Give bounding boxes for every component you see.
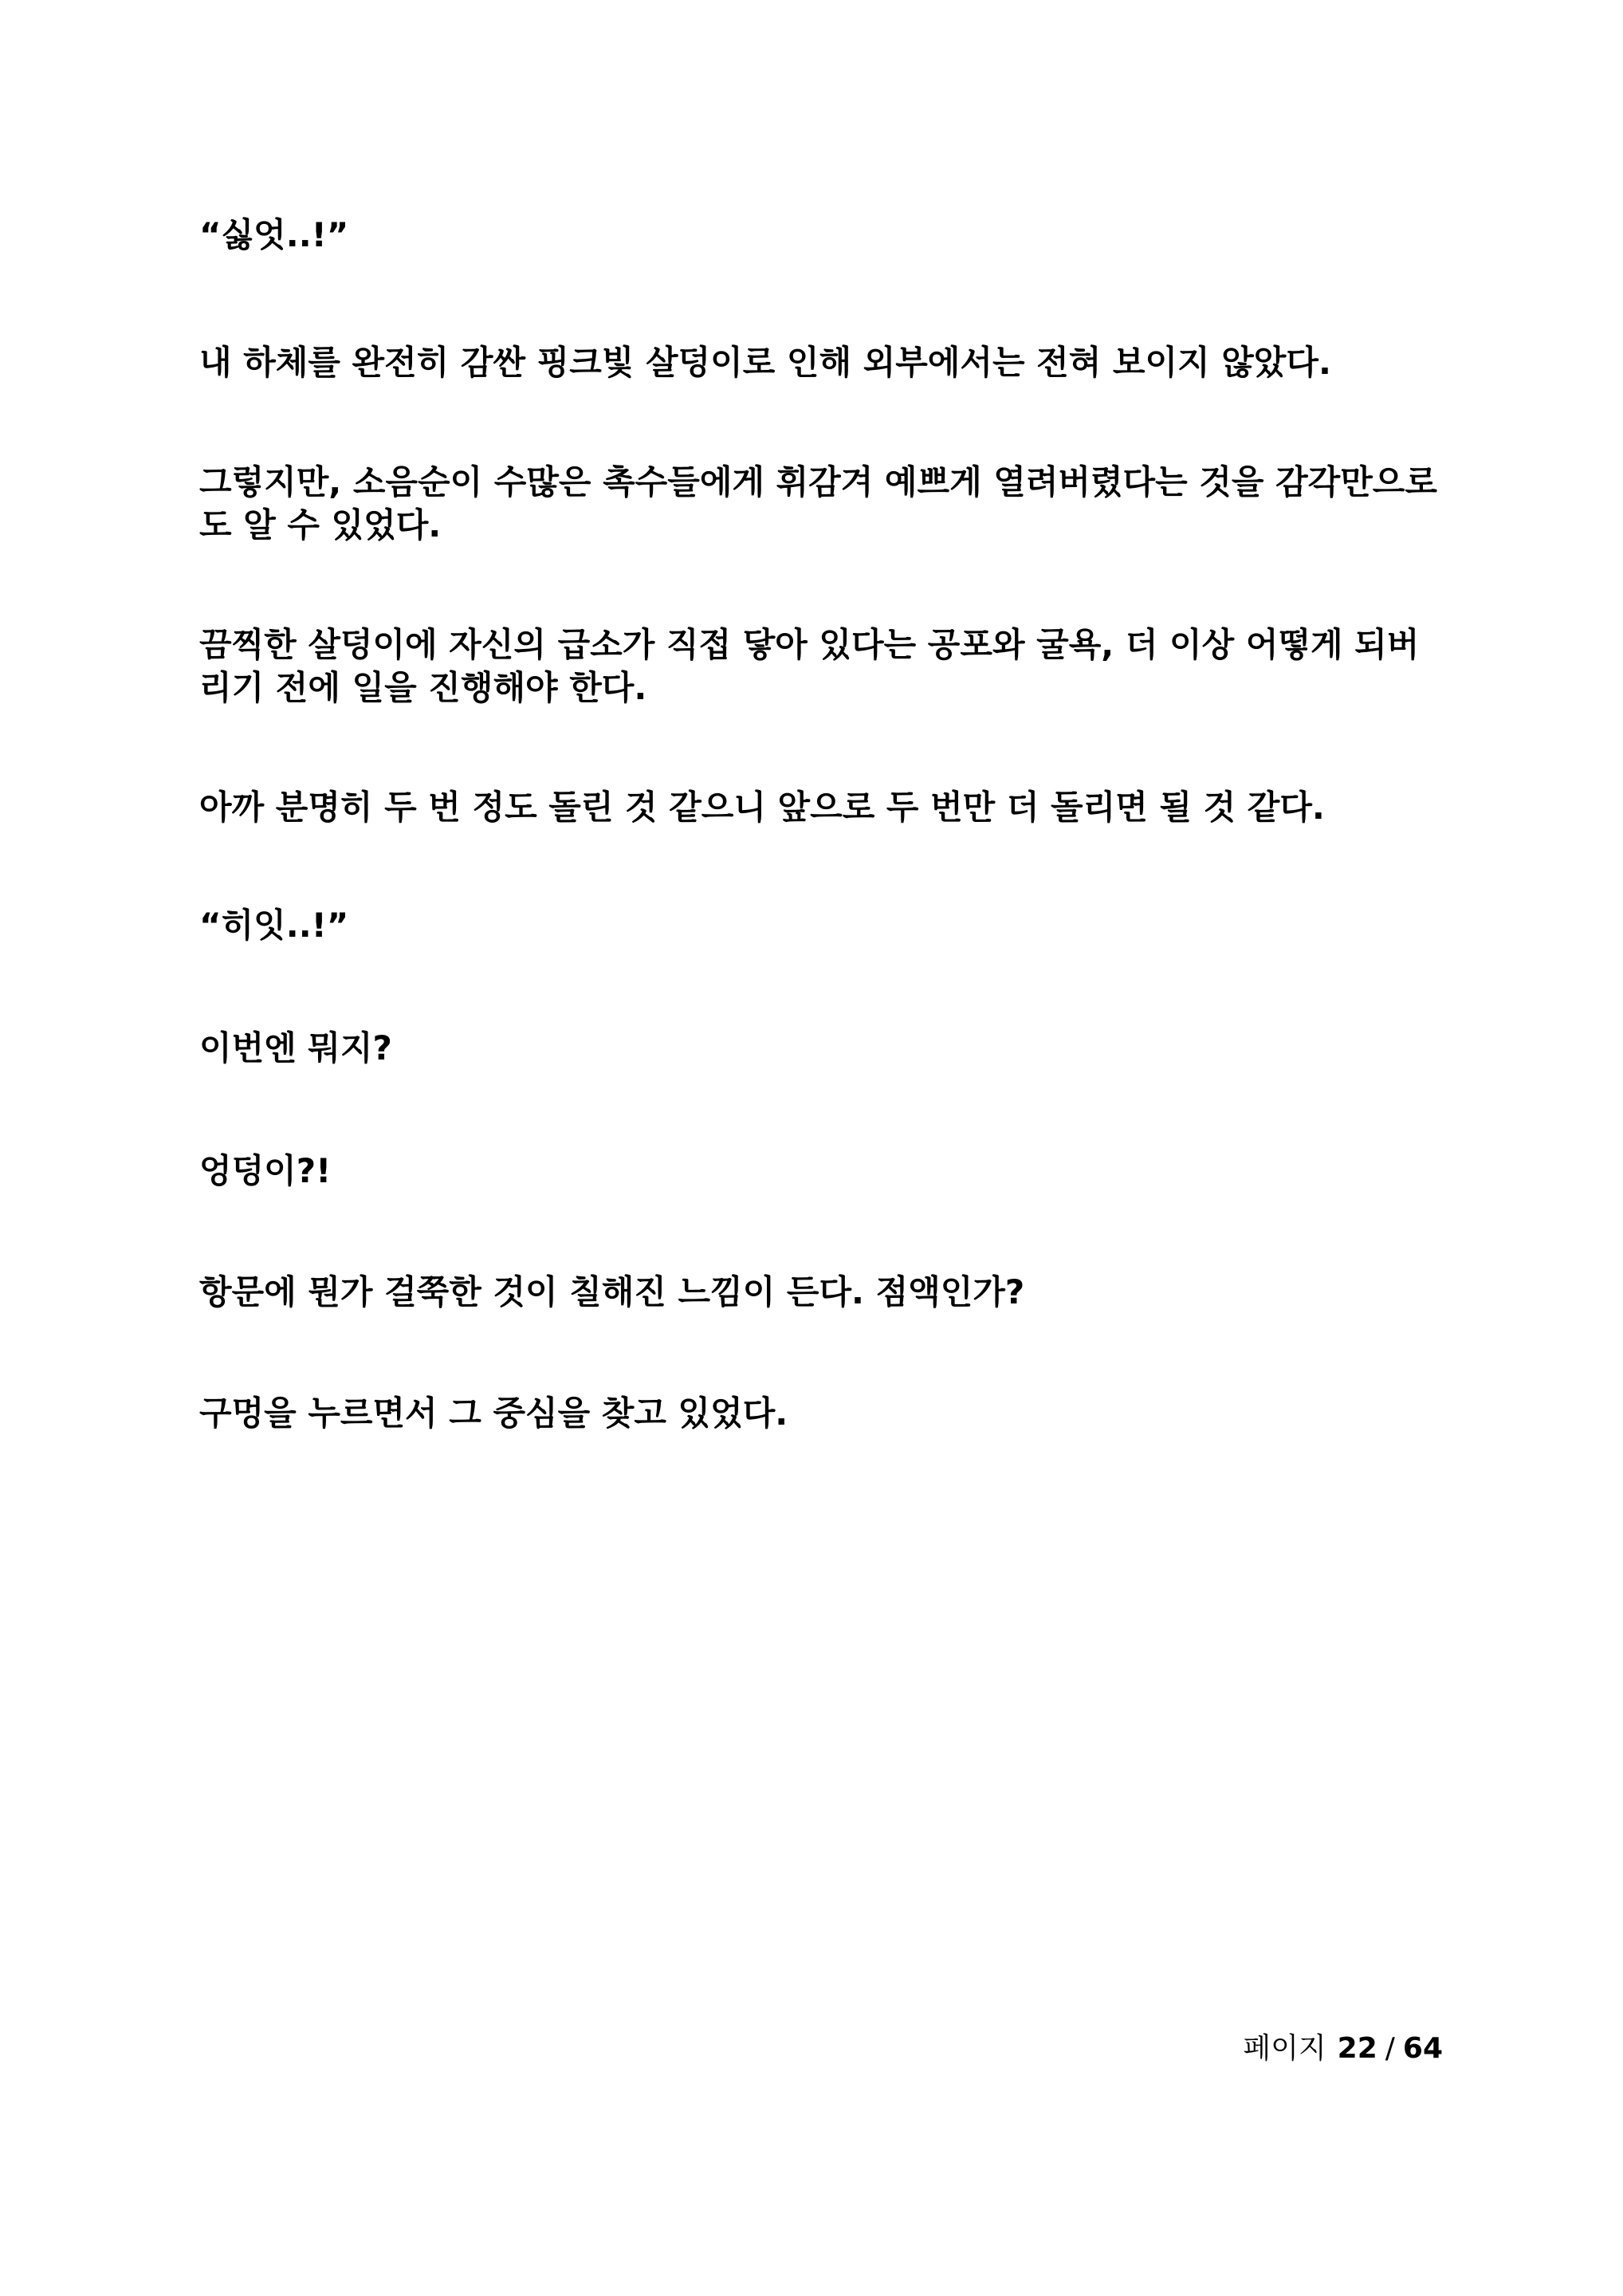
- page-number-footer: [1243, 2031, 1443, 2066]
- paragraph-6: “히잇..!”: [199, 906, 349, 945]
- paragraph-10: 구멍을 누르면서 그 중심을 찾고 있었다.: [199, 1394, 788, 1433]
- paragraph-3: 그렇지만, 소음순이 수많은 촉수들에게 휘감겨 예쁘게 열려버렸다는 것을 감각만으로도 알 수 있었다.: [199, 462, 1437, 545]
- paragraph-1: “싫엇..!”: [199, 215, 349, 254]
- paragraph-7: 이번엔 뭐지?: [199, 1028, 392, 1067]
- paragraph-5: 아까 분명히 두 번 정도 돌린 것 같으니 앞으로 두 번만 더 돌리면 될 것 같다.: [199, 788, 1325, 827]
- page-separator: /: [1385, 2032, 1395, 2065]
- paragraph-9: 항문에 뭔가 걸쭉한 것이 칠해진 느낌이 든다. 점액인가?: [199, 1272, 1025, 1311]
- paragraph-8: 엉덩이?!: [199, 1151, 332, 1190]
- page-label: 페이지: [1243, 2032, 1326, 2065]
- total-page-number: 64: [1402, 2032, 1443, 2065]
- paragraph-4: 끔찍한 살덩이에 자신의 급소가 직접 닿아 있다는 공포와 굴욕, 더 이상 어떻게 되버리기 전에 일을 진행해야 한다.: [199, 625, 1420, 707]
- paragraph-2: 내 하체를 완전히 감싼 핑크빛 살덩이로 인해 외부에서는 전혀 보이지 않았다.: [199, 343, 1331, 382]
- current-page-number: 22: [1337, 2032, 1377, 2065]
